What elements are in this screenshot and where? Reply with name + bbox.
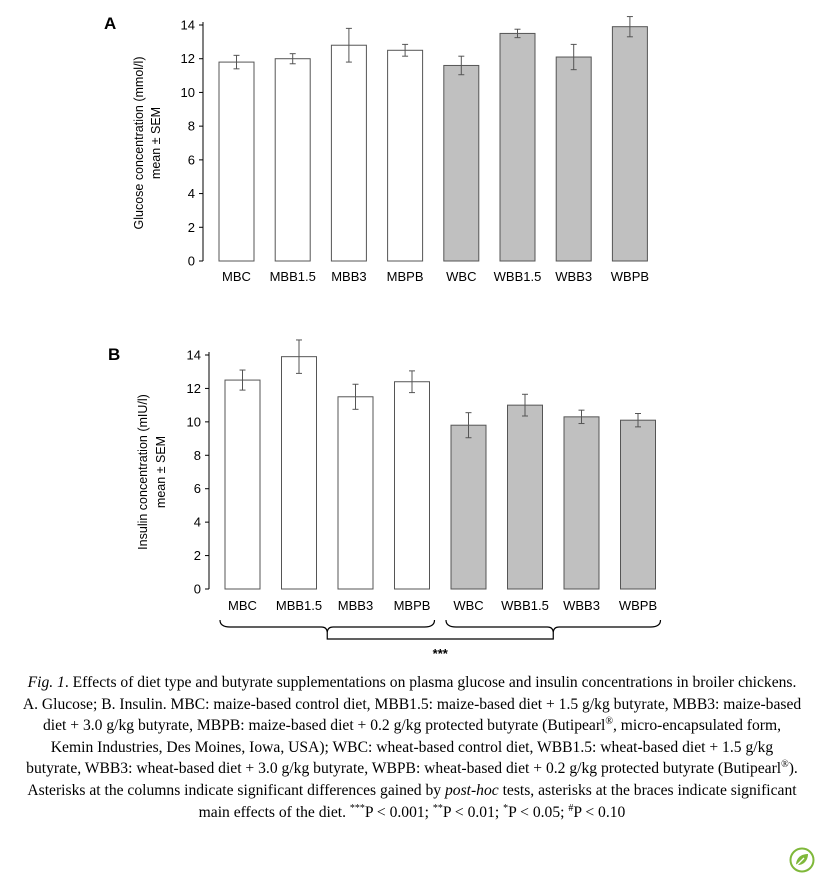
chart-b-y-tick-label: 0 (193, 581, 201, 597)
chart-b-y-axis-label-2: mean ± SEM (154, 435, 168, 509)
chart-a-category-label: MBB1.5 (269, 269, 316, 284)
chart-a-y-tick-label: 10 (180, 84, 195, 100)
chart-a-y-tick-label: 14 (180, 17, 195, 33)
chart-b-category-label: WBC (453, 598, 484, 613)
caption-registered-2: ® (781, 759, 789, 771)
chart-a-y-tick-label: 4 (187, 186, 195, 202)
chart-a-y-axis-label-2: mean ± SEM (149, 106, 163, 180)
chart-b-category-label: MBB3 (337, 598, 374, 613)
leaf-icon (789, 847, 815, 873)
chart-b-bar-mbpb (395, 382, 430, 589)
chart-a-y-tick-label: 6 (187, 152, 195, 168)
chart-a-category-label: MBB3 (331, 269, 367, 284)
caption-text-1: . Effects of diet type and butyrate supplementations on plasma glucose and insulin concentrations in broiler chickens. A. Glucose; B. Insulin. MBC: maize-based control diet, MBB1.5: maize-based diet + 1.5 g/kg butyrate, MBB3: maize-based diet + 3.0 g/kg butyrate, MBPB: maize-based diet + 0.2 g/kg protected butyrate (Butipearl (22, 674, 802, 735)
chart-b-y-tick-label: 14 (186, 347, 201, 363)
chart-a-category-label: MBC (222, 269, 251, 284)
chart-b-bar-wbc (451, 425, 486, 589)
chart-a-bar-mbb1-5 (275, 59, 310, 261)
chart-a-category-label: MBPB (386, 269, 424, 284)
chart-b-category-label: MBB1.5 (275, 598, 323, 613)
chart-b-significance-bracket (327, 633, 553, 639)
figure-caption (22, 672, 802, 823)
chart-a-y-tick-label: 8 (187, 118, 195, 134)
chart-b-significance-label: *** (432, 646, 448, 661)
chart-a-bar-wbb1-5 (500, 33, 535, 261)
caption-posthoc: post-hoc (444, 781, 499, 799)
caption-text-4: tests, asterisks at the braces indicate significant main effects of the diet. (198, 781, 797, 821)
chart-b-bar-mbb1-5 (282, 357, 317, 589)
chart-b-y-tick-label: 2 (193, 548, 201, 564)
caption-sig1-mark: *** (349, 802, 365, 814)
chart-b-maize-brace (220, 620, 435, 633)
chart-b-wheat-brace (446, 620, 661, 633)
chart-a-category-label: WBC (446, 269, 477, 284)
chart-a-y-tick-label: 0 (187, 253, 195, 269)
chart-b-category-label: WBB1.5 (501, 598, 549, 613)
caption-sig2-text: P < 0.01; (442, 803, 504, 821)
chart-b-y-tick-label: 8 (193, 447, 201, 463)
chart-b-bar-mbc (225, 380, 260, 589)
caption-sig4-mark: # (568, 802, 574, 814)
chart-b-category-label: MBPB (393, 598, 431, 613)
caption-sig1-text: P < 0.001; (364, 803, 433, 821)
chart-b-bar-wbb1-5 (508, 405, 543, 589)
chart-a-bar-mbc (219, 62, 254, 261)
chart-a-bar-mbpb (388, 50, 423, 261)
caption-registered-1: ® (605, 716, 613, 727)
chart-a-bar-mbb3 (331, 45, 366, 261)
caption-sig3-mark: * (503, 802, 509, 814)
chart-b-category-label: WBPB (618, 598, 658, 613)
chart-b-y-axis-label: Insulin concentration (mIU/l) (136, 394, 150, 550)
chart-b-y-tick-label: 4 (193, 514, 201, 530)
chart-b-insulin (108, 340, 661, 661)
chart-a-bar-wbc (444, 65, 479, 261)
caption-fig-label: Fig. 1 (27, 674, 65, 691)
chart-b-category-label: MBC (228, 598, 257, 613)
chart-b-bar-mbb3 (338, 397, 373, 589)
chart-a-bar-wbpb (612, 27, 647, 261)
chart-a-glucose (104, 14, 649, 284)
chart-a-y-tick-label: 2 (187, 219, 195, 235)
caption-sig4-text: P < 0.10 (573, 803, 626, 821)
chart-a-category-label: WBB1.5 (493, 269, 542, 284)
chart-b-bar-wbb3 (564, 417, 599, 589)
chart-a-bar-wbb3 (556, 57, 591, 261)
chart-b-y-tick-label: 6 (193, 481, 201, 497)
chart-b-y-tick-label: 10 (186, 414, 201, 430)
chart-b-bar-wbpb (621, 420, 656, 589)
caption-sig3-text: P < 0.05; (508, 803, 569, 821)
chart-b-y-tick-label: 12 (186, 380, 201, 396)
chart-b-category-label: WBB3 (563, 598, 600, 613)
caption-text-3: ). Asterisks at the columns indicate significant differences gained by (27, 760, 798, 799)
chart-a-panel-label: A (104, 14, 117, 33)
chart-a-y-axis-label: Glucose concentration (mmol/l) (132, 56, 146, 230)
chart-a-category-label: WBB3 (555, 269, 593, 284)
caption-text-2: , micro-encapsulated form, Kemin Industries, Des Moines, Iowa, USA); WBC: wheat-based control diet, WBB1.5: wheat-based diet + 1.5 g/kg butyrate, WBB3: wheat-based diet + 3.0 g/kg butyrate, WBPB: wheat-based diet + 0.2 g/kg protected butyrate (Butipearl (26, 717, 782, 778)
chart-a-category-label: WBPB (610, 269, 650, 284)
chart-b-panel-label: B (108, 345, 121, 364)
chart-a-y-tick-label: 12 (180, 51, 195, 67)
caption-sig2-mark: ** (432, 802, 443, 814)
